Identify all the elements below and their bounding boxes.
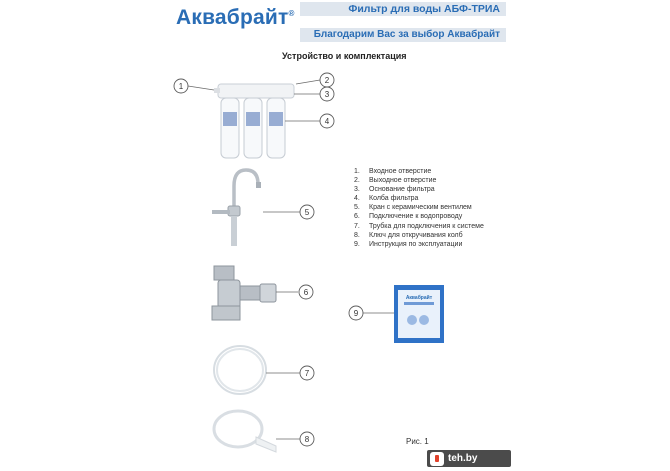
figure-caption: Рис. 1 xyxy=(406,437,429,446)
callout-number-9: 9 xyxy=(353,309,359,318)
parts-list-item: 3. Основание фильтра xyxy=(354,186,435,194)
tube-image xyxy=(214,346,266,394)
document-title-text: Фильтр для воды АБФ-ТРИА xyxy=(348,3,500,15)
parts-list-item: 2. Выходное отверстие xyxy=(354,177,437,185)
callout-number-8: 8 xyxy=(304,435,310,444)
parts-list xyxy=(354,167,484,249)
brand-name: Аквабрайт xyxy=(176,6,289,29)
filter-unit-image xyxy=(214,84,294,158)
callout-number-4: 4 xyxy=(324,117,330,126)
parts-list-item: 7. Трубка для подключения к системе xyxy=(354,222,484,230)
parts-list-item: 9. Инструкция по эксплуатации xyxy=(354,240,463,248)
manual-booklet-image xyxy=(394,285,444,343)
parts-list-item: 5. Кран с керамическим вентилем xyxy=(354,204,472,212)
parts-list-item: 6. Подключение к водопроводу xyxy=(354,213,463,221)
callout-number-3: 3 xyxy=(324,90,330,99)
parts-list-item: 4. Колба фильтра xyxy=(354,195,419,203)
callout-number-7: 7 xyxy=(304,369,310,378)
brand-registered-mark: ® xyxy=(288,9,295,18)
faucet-image xyxy=(212,170,261,246)
watermark-logo-icon xyxy=(430,452,444,466)
callout-number-5: 5 xyxy=(304,208,310,217)
callout-number-6: 6 xyxy=(303,288,309,297)
watermark-text: teh.by xyxy=(448,453,478,464)
parts-list-item: 1. Входное отверстие xyxy=(354,168,432,175)
parts-list-item: 8. Ключ для откручивания колб xyxy=(354,231,463,239)
watermark-badge xyxy=(427,450,511,467)
callout-number-2: 2 xyxy=(324,76,330,85)
fitting-image xyxy=(212,266,276,320)
thanks-banner-text: Благодарим Вас за выбор Аквабрайт xyxy=(313,29,500,40)
callout-number-1: 1 xyxy=(178,82,184,91)
section-title: Устройство и комплектация xyxy=(282,51,407,61)
wrench-image xyxy=(214,411,276,452)
manual-cover-label: Аквабрайт xyxy=(405,295,433,301)
